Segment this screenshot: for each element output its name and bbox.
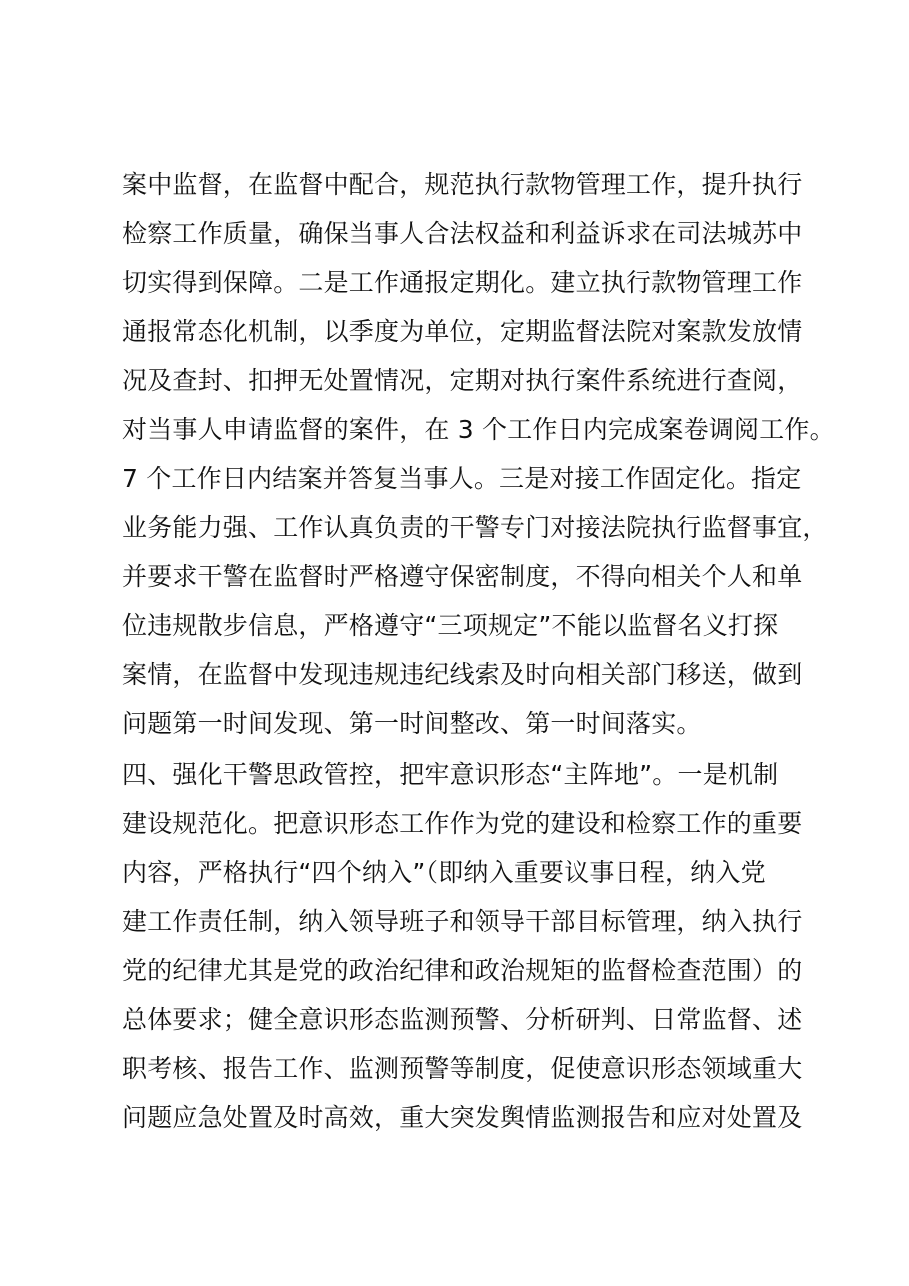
paragraph-1-line: 业务能力强、工作认真负责的干警专门对接法院执行监督事宜， — [122, 513, 828, 542]
paragraph-2-line: 问题应急处置及时高效，重大突发舆情监测报告和应对处置及 — [122, 1103, 803, 1132]
paragraph-2-line: 党的纪律尤其是党的政治纪律和政治规矩的监督检查范围）的 — [122, 956, 803, 985]
paragraph-1-line: 切实得到保障。二是工作通报定期化。建立执行款物管理工作 — [122, 268, 803, 297]
paragraph-2-line: 内容，严格执行“四个纳入”（即纳入重要议事日程，纳入党 — [122, 858, 766, 887]
paragraph-1-line: 案情，在监督中发现违规违纪线索及时向相关部门移送，做到 — [122, 660, 803, 689]
paragraph-2 — [122, 750, 812, 1142]
paragraph-1-line: 7 个工作日内结案并答复当事人。三是对接工作固定化。指定 — [122, 464, 802, 493]
paragraph-1-line: 对当事人申请监督的案件，在 3 个工作日内完成案卷调阅工作。 — [122, 415, 835, 444]
paragraph-1-line: 问题第一时间发现、第一时间整改、第一时间落实。 — [122, 709, 702, 738]
paragraph-2-line: 四、强化干警思政管控，把牢意识形态“主阵地”。一是机制 — [122, 760, 779, 789]
paragraph-2-line: 职考核、报告工作、监测预警等制度，促使意识形态领域重大 — [122, 1054, 803, 1083]
paragraph-1-line: 况及查封、扣押无处置情况，定期对执行案件系统进行查阅， — [122, 366, 803, 395]
paragraph-2-line: 建设规范化。把意识形态工作作为党的建设和检察工作的重要 — [122, 809, 803, 838]
paragraph-1-line: 位违规散步信息，严格遵守“三项规定”不能以监督名义打探 — [122, 611, 779, 640]
paragraph-2-line: 总体要求；健全意识形态监测预警、分析研判、日常监督、述 — [122, 1005, 803, 1034]
paragraph-1-line: 案中监督，在监督中配合，规范执行款物管理工作，提升执行 — [122, 170, 803, 199]
paragraph-1-line: 通报常态化机制，以季度为单位，定期监督法院对案款发放情 — [122, 317, 803, 346]
paragraph-2-line: 建工作责任制，纳入领导班子和领导干部目标管理，纳入执行 — [122, 907, 803, 936]
paragraph-1-line: 检察工作质量，确保当事人合法权益和利益诉求在司法城苏中 — [122, 219, 803, 248]
paragraph-1 — [122, 160, 835, 748]
paragraph-1-line: 并要求干警在监督时严格遵守保密制度，不得向相关个人和单 — [122, 562, 803, 591]
